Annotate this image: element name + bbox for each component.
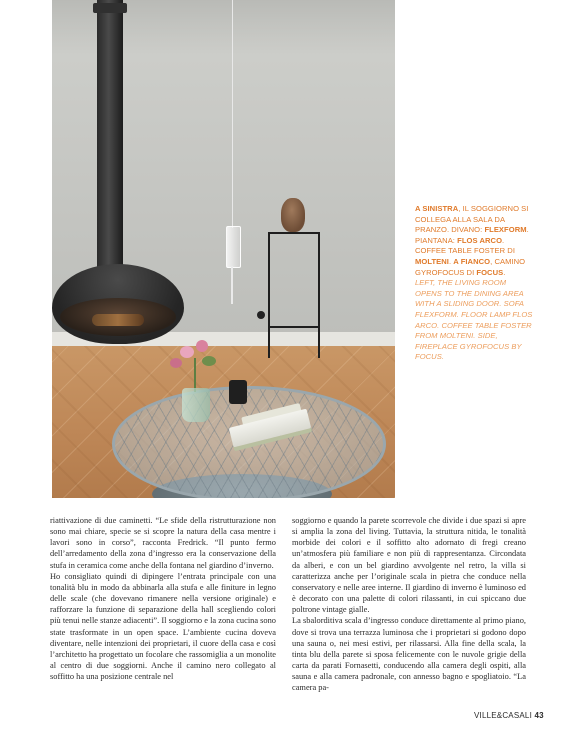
flower-icon (180, 346, 194, 358)
page-folio (474, 711, 544, 720)
caption-text: . COFFEE TABLE FOSTER DI (415, 235, 515, 256)
lamp-tail (231, 266, 233, 304)
body-column-right (292, 515, 526, 694)
caption-brand: FOCUS (476, 267, 504, 277)
caption-text: , IL SOGGIORNO SI COLLEGA ALLA SALA DA PRANZO. DIVANO: (415, 204, 529, 235)
fireplace-flue-icon (97, 0, 123, 268)
caption-text: , CAMINO GYROFOCUS DI (415, 256, 526, 277)
flue-cap (93, 3, 127, 13)
caption-brand: FLEXFORM (484, 225, 527, 235)
leaf-icon (202, 356, 216, 366)
lamp-cord (232, 0, 233, 228)
paragraph: soggiorno e quando la parete scorrevole che divide i due spazi si apre si amplia la zona del living. Tuttavia, la struttura nitida, le tonalità morbide dei colori e il soffitto alto adornato di fregi creano un’atmosfera più familiare e non più di rappresentanza. Circondata da alberi, e con un bel giardino avvolgente nel retro, la villa si caratterizza anche per l’originale scala in pietra che conduce nella conservatory e nelle aree interne. Il giardino di inverno è luminoso ed è decorato con una palette di colori rilassanti, in cui spiccano due poltrone vintage gialle. (292, 516, 526, 615)
page-number: 43 (534, 711, 544, 720)
caption-text: . PIANTANA: (415, 225, 529, 245)
lamp-icon (226, 226, 241, 268)
caption-brand: MOLTENI (415, 256, 449, 266)
flower-stems (194, 358, 196, 392)
paragraph: La sbalorditiva scala d’ingresso conduce direttamente al primo piano, dove si trova una terrazza luminosa che i proprietari si godono dopo una sauna o, nei mesi estivi, per rilassarsi. Alla fine della scala, la tinta blu della parete si sposa felicemente con le nuvole grigie della carta da parati Fornasetti, conducendo alla camera degli ospiti, alla sauna e alla camera padronale, con annesso bagno e spogliatoio. “La camera pa- (292, 616, 526, 693)
flower-icon (196, 340, 208, 352)
sculpture-icon (281, 198, 305, 232)
door-knob (257, 311, 265, 319)
caption-lead: A SINISTRA (415, 204, 459, 213)
body-column-left (50, 515, 276, 682)
plinth-shelf (268, 326, 320, 328)
living-room-photo (52, 0, 395, 498)
plinth-stand (268, 234, 320, 358)
paragraph: riattivazione di due caminetti. “Le sfide della ristrutturazione non sono mai chiare, specie se si scopre la natura della casa mentre i lavori sono in corso”, racconta Fredrick. “Il punto fermo dell’arredamento della zona d’ingresso era la conservazione della stufa in ceramica come anche della fontana nel giardino d’inverno. (50, 516, 276, 570)
vase-icon (182, 388, 210, 422)
caption-lead: A FIANCO (453, 256, 491, 266)
caption-brand: FLOS ARCO (457, 235, 503, 245)
paragraph: Ho consigliato quindi di dipingere l’entrata principale con una tonalità blu in modo da abbinarla alla stufa e alle finiture in legno delle scale (che dovevano rimanere nella versione originale) e rafforzare la funzione di separazione della hall scegliendo colori più tenui nelle stanze adiacenti”. Il soggiorno e la zona cucina sono state trasformate in un open space. L’ambiente cucina doveva diventare, nelle intenzioni dei proprietari, il cuore della casa e così l’architetto ha progettato un focolare che rassomiglia a un monolite al centro di due soggiorni. Anche il camino nero collegato al soffitto ha una posizione centrale nel (50, 571, 276, 682)
flower-icon (170, 358, 182, 368)
logs (92, 314, 144, 326)
magazine-name: VILLE&CASALI (474, 711, 532, 720)
candle-icon (229, 380, 247, 404)
caption-english: LEFT, THE LIVING ROOM OPENS TO THE DINING AREA WITH A SLIDING DOOR. SOFA FLEXFORM. FLOOR LAMP FLOS ARCO. COFFEE TABLE FOSTER FROM MOLTENI. SIDE, FIREPLACE GYROFOCUS BY FOCUS. (415, 278, 533, 362)
caption-text: . (503, 267, 506, 277)
plinth-top (268, 232, 320, 234)
caption-text: . (448, 256, 454, 266)
photo-caption (415, 204, 535, 363)
